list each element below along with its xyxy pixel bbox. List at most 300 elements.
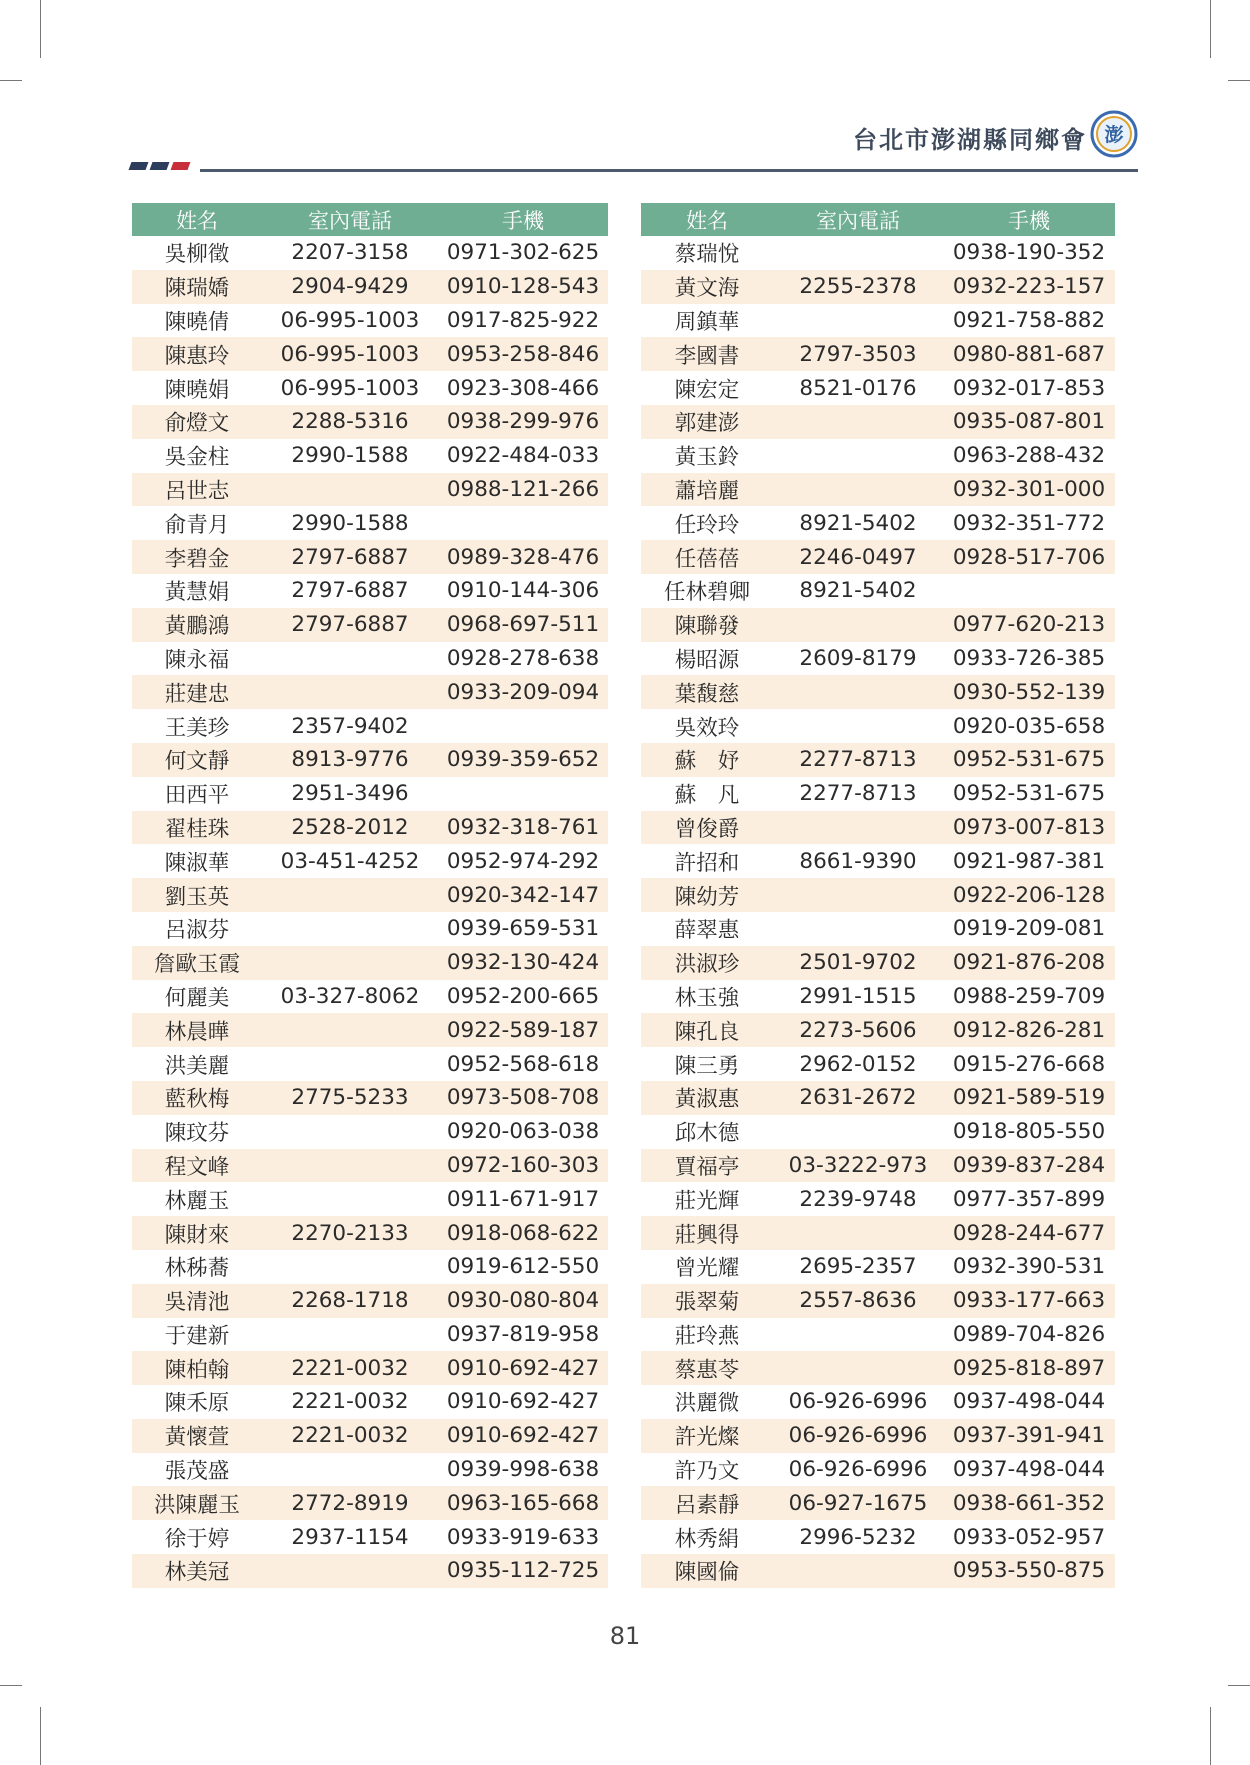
- landline-cell: [262, 1554, 438, 1588]
- mobile-cell: 0939-998-638: [438, 1453, 608, 1487]
- landline-cell: 8921-5402: [773, 574, 943, 608]
- mobile-cell: 0910-692-427: [438, 1385, 608, 1419]
- landline-cell: 2357-9402: [262, 709, 438, 743]
- name-cell: 林秀絹: [641, 1520, 773, 1554]
- table-row: [641, 1013, 1115, 1047]
- table-row: [132, 1149, 608, 1183]
- table-row: [132, 1318, 608, 1352]
- name-cell: 黃慧娟: [132, 574, 262, 608]
- mobile-cell: 0972-160-303: [438, 1149, 608, 1183]
- landline-cell: 2221-0032: [262, 1419, 438, 1453]
- name-cell: 曾光耀: [641, 1250, 773, 1284]
- name-cell: 林玉強: [641, 980, 773, 1014]
- name-cell: 劉玉英: [132, 878, 262, 912]
- table-row: [132, 236, 608, 270]
- table-row: [132, 1520, 608, 1554]
- table-row: [641, 574, 1115, 608]
- landline-cell: 03-3222-973: [773, 1149, 943, 1183]
- landline-cell: [773, 608, 943, 642]
- landline-cell: [773, 304, 943, 338]
- table-row: [641, 946, 1115, 980]
- mobile-cell: 0911-671-917: [438, 1182, 608, 1216]
- mobile-cell: 0923-308-466: [438, 371, 608, 405]
- landline-cell: 06-926-6996: [773, 1453, 943, 1487]
- mobile-cell: 0918-068-622: [438, 1216, 608, 1250]
- crop-mark: [40, 1707, 41, 1765]
- landline-cell: [773, 439, 943, 473]
- table-row: [132, 980, 608, 1014]
- table-row: [641, 811, 1115, 845]
- name-cell: 黃鵬鴻: [132, 608, 262, 642]
- landline-cell: 06-995-1003: [262, 371, 438, 405]
- mobile-cell: [438, 709, 608, 743]
- mobile-cell: 0918-805-550: [943, 1115, 1115, 1149]
- mobile-cell: 0921-758-882: [943, 304, 1115, 338]
- landline-cell: [773, 912, 943, 946]
- name-cell: 邱木德: [641, 1115, 773, 1149]
- table-row: [132, 371, 608, 405]
- landline-cell: [262, 1115, 438, 1149]
- landline-cell: 2268-1718: [262, 1284, 438, 1318]
- name-cell: 吳清池: [132, 1284, 262, 1318]
- name-cell: 李國書: [641, 337, 773, 371]
- mobile-cell: [943, 574, 1115, 608]
- name-cell: 林晨曄: [132, 1013, 262, 1047]
- name-cell: 賈福亭: [641, 1149, 773, 1183]
- mobile-cell: 0922-589-187: [438, 1013, 608, 1047]
- name-cell: 于建新: [132, 1318, 262, 1352]
- landline-cell: 06-926-6996: [773, 1385, 943, 1419]
- column-header-landline: 室內電話: [773, 203, 943, 236]
- landline-cell: 2273-5606: [773, 1013, 943, 1047]
- column-header-landline: 室內電話: [262, 203, 438, 236]
- table-row: [641, 1149, 1115, 1183]
- mobile-cell: 0932-301-000: [943, 473, 1115, 507]
- table-row: [132, 1284, 608, 1318]
- name-cell: 吳柳徵: [132, 236, 262, 270]
- table-row: [641, 540, 1115, 574]
- table-row: [132, 1216, 608, 1250]
- table-row: [132, 540, 608, 574]
- table-row: [132, 709, 608, 743]
- table-row: [132, 642, 608, 676]
- mobile-cell: 0920-035-658: [943, 709, 1115, 743]
- name-cell: 徐于婷: [132, 1520, 262, 1554]
- name-cell: 陳柏翰: [132, 1351, 262, 1385]
- mobile-cell: 0939-359-652: [438, 743, 608, 777]
- landline-cell: 2775-5233: [262, 1081, 438, 1115]
- landline-cell: [773, 878, 943, 912]
- mobile-cell: 0932-223-157: [943, 270, 1115, 304]
- table-row: [132, 1351, 608, 1385]
- mobile-cell: 0977-620-213: [943, 608, 1115, 642]
- mobile-cell: 0938-190-352: [943, 236, 1115, 270]
- name-cell: 蔡惠苓: [641, 1351, 773, 1385]
- name-cell: 張茂盛: [132, 1453, 262, 1487]
- landline-cell: [262, 912, 438, 946]
- name-cell: 薛翠惠: [641, 912, 773, 946]
- table-row: [641, 236, 1115, 270]
- landline-cell: 2255-2378: [773, 270, 943, 304]
- table-row: [641, 675, 1115, 709]
- name-cell: 林秭蕎: [132, 1250, 262, 1284]
- landline-cell: 2937-1154: [262, 1520, 438, 1554]
- table-row: [641, 1081, 1115, 1115]
- landline-cell: 8661-9390: [773, 844, 943, 878]
- mobile-cell: 0928-278-638: [438, 642, 608, 676]
- landline-cell: [262, 1318, 438, 1352]
- name-cell: 黃玉鈴: [641, 439, 773, 473]
- landline-cell: 8913-9776: [262, 743, 438, 777]
- name-cell: 藍秋梅: [132, 1081, 262, 1115]
- name-cell: 田西平: [132, 777, 262, 811]
- landline-cell: 06-926-6996: [773, 1419, 943, 1453]
- name-cell: 任林碧卿: [641, 574, 773, 608]
- mobile-cell: 0989-704-826: [943, 1318, 1115, 1352]
- table-row: [641, 743, 1115, 777]
- table-row: [641, 270, 1115, 304]
- table-row: [641, 1554, 1115, 1588]
- landline-cell: 2996-5232: [773, 1520, 943, 1554]
- mobile-cell: 0937-498-044: [943, 1453, 1115, 1487]
- table-row: [641, 1385, 1115, 1419]
- name-cell: 陳永福: [132, 642, 262, 676]
- mobile-cell: 0963-288-432: [943, 439, 1115, 473]
- name-cell: 莊興得: [641, 1216, 773, 1250]
- table-row: [132, 777, 608, 811]
- landline-cell: 2797-6887: [262, 540, 438, 574]
- landline-cell: [773, 1554, 943, 1588]
- table-row: [641, 878, 1115, 912]
- landline-cell: 2239-9748: [773, 1182, 943, 1216]
- name-cell: 陳禾原: [132, 1385, 262, 1419]
- table-row: [641, 473, 1115, 507]
- name-cell: 蔡瑞悅: [641, 236, 773, 270]
- mobile-cell: 0932-017-853: [943, 371, 1115, 405]
- table-row: [132, 506, 608, 540]
- name-cell: 陳財來: [132, 1216, 262, 1250]
- mobile-cell: 0920-063-038: [438, 1115, 608, 1149]
- mobile-cell: 0920-342-147: [438, 878, 608, 912]
- mobile-cell: 0938-661-352: [943, 1486, 1115, 1520]
- landline-cell: 2904-9429: [262, 270, 438, 304]
- landline-cell: 03-451-4252: [262, 844, 438, 878]
- landline-cell: [262, 1047, 438, 1081]
- name-cell: 翟桂珠: [132, 811, 262, 845]
- name-cell: 李碧金: [132, 540, 262, 574]
- mobile-cell: 0952-531-675: [943, 777, 1115, 811]
- mobile-cell: 0952-200-665: [438, 980, 608, 1014]
- name-cell: 許招和: [641, 844, 773, 878]
- column-header-name: 姓名: [132, 203, 262, 236]
- table-row: [641, 1250, 1115, 1284]
- landline-cell: [262, 1149, 438, 1183]
- mobile-cell: 0921-987-381: [943, 844, 1115, 878]
- landline-cell: 2772-8919: [262, 1486, 438, 1520]
- name-cell: 吳金柱: [132, 439, 262, 473]
- table-row: [641, 980, 1115, 1014]
- table-header-row: [641, 203, 1115, 236]
- landline-cell: [262, 1250, 438, 1284]
- table-row: [132, 473, 608, 507]
- table-row: [132, 337, 608, 371]
- landline-cell: 8521-0176: [773, 371, 943, 405]
- name-cell: 楊昭源: [641, 642, 773, 676]
- landline-cell: [773, 1351, 943, 1385]
- decor-mark-red: [171, 162, 191, 170]
- name-cell: 陳幼芳: [641, 878, 773, 912]
- landline-cell: 2528-2012: [262, 811, 438, 845]
- name-cell: 葉馥慈: [641, 675, 773, 709]
- name-cell: 呂世志: [132, 473, 262, 507]
- mobile-cell: 0989-328-476: [438, 540, 608, 574]
- landline-cell: [773, 1318, 943, 1352]
- landline-cell: 2797-6887: [262, 608, 438, 642]
- landline-cell: 2797-3503: [773, 337, 943, 371]
- landline-cell: 2277-8713: [773, 777, 943, 811]
- mobile-cell: 0928-517-706: [943, 540, 1115, 574]
- mobile-cell: 0928-244-677: [943, 1216, 1115, 1250]
- table-row: [132, 743, 608, 777]
- table-row: [132, 675, 608, 709]
- crop-mark: [0, 80, 22, 81]
- landline-cell: 8921-5402: [773, 506, 943, 540]
- page-number: 81: [609, 1622, 641, 1650]
- table-row: [132, 270, 608, 304]
- logo-glyph: 澎: [1104, 124, 1124, 146]
- mobile-cell: 0933-919-633: [438, 1520, 608, 1554]
- landline-cell: [262, 675, 438, 709]
- table-row: [641, 1486, 1115, 1520]
- table-row: [641, 371, 1115, 405]
- column-header-mobile: 手機: [438, 203, 608, 236]
- mobile-cell: 0952-974-292: [438, 844, 608, 878]
- table-row: [641, 608, 1115, 642]
- name-cell: 洪麗微: [641, 1385, 773, 1419]
- name-cell: 林麗玉: [132, 1182, 262, 1216]
- name-cell: 何文靜: [132, 743, 262, 777]
- name-cell: 黃懷萱: [132, 1419, 262, 1453]
- mobile-cell: 0939-659-531: [438, 912, 608, 946]
- name-cell: 陳國倫: [641, 1554, 773, 1588]
- name-cell: 陳玟芬: [132, 1115, 262, 1149]
- table-row: [641, 1318, 1115, 1352]
- name-cell: 王美珍: [132, 709, 262, 743]
- table-row: [641, 405, 1115, 439]
- table-row: [641, 844, 1115, 878]
- table-row: [132, 1182, 608, 1216]
- name-cell: 陳三勇: [641, 1047, 773, 1081]
- mobile-cell: 0988-121-266: [438, 473, 608, 507]
- mobile-cell: 0980-881-687: [943, 337, 1115, 371]
- mobile-cell: 0921-589-519: [943, 1081, 1115, 1115]
- landline-cell: [262, 1013, 438, 1047]
- mobile-cell: 0937-498-044: [943, 1385, 1115, 1419]
- name-cell: 俞燈文: [132, 405, 262, 439]
- name-cell: 黃淑惠: [641, 1081, 773, 1115]
- mobile-cell: 0925-818-897: [943, 1351, 1115, 1385]
- mobile-cell: 0922-206-128: [943, 878, 1115, 912]
- mobile-cell: 0932-318-761: [438, 811, 608, 845]
- landline-cell: 2695-2357: [773, 1250, 943, 1284]
- crop-mark: [1210, 1707, 1211, 1765]
- landline-cell: [262, 642, 438, 676]
- header-title: 台北市澎湖縣同鄉會: [853, 126, 1087, 154]
- landline-cell: [773, 1115, 943, 1149]
- landline-cell: 06-995-1003: [262, 304, 438, 338]
- landline-cell: 2221-0032: [262, 1351, 438, 1385]
- name-cell: 蘇 凡: [641, 777, 773, 811]
- name-cell: 程文峰: [132, 1149, 262, 1183]
- landline-cell: 2277-8713: [773, 743, 943, 777]
- contact-table-right: [641, 203, 1115, 1588]
- table-row: [641, 1520, 1115, 1554]
- mobile-cell: 0939-837-284: [943, 1149, 1115, 1183]
- landline-cell: [262, 1453, 438, 1487]
- landline-cell: [773, 405, 943, 439]
- landline-cell: [773, 811, 943, 845]
- name-cell: 郭建澎: [641, 405, 773, 439]
- table-header-row: [132, 203, 608, 236]
- mobile-cell: 0910-144-306: [438, 574, 608, 608]
- name-cell: 莊玲燕: [641, 1318, 773, 1352]
- table-row: [132, 811, 608, 845]
- name-cell: 任蓓蓓: [641, 540, 773, 574]
- mobile-cell: 0919-612-550: [438, 1250, 608, 1284]
- landline-cell: 2609-8179: [773, 642, 943, 676]
- landline-cell: 2288-5316: [262, 405, 438, 439]
- name-cell: 陳曉倩: [132, 304, 262, 338]
- landline-cell: 2962-0152: [773, 1047, 943, 1081]
- name-cell: 任玲玲: [641, 506, 773, 540]
- table-row: [132, 1486, 608, 1520]
- name-cell: 吳效玲: [641, 709, 773, 743]
- table-row: [132, 1419, 608, 1453]
- mobile-cell: 0952-568-618: [438, 1047, 608, 1081]
- table-row: [641, 1115, 1115, 1149]
- landline-cell: [773, 1216, 943, 1250]
- landline-cell: 2991-1515: [773, 980, 943, 1014]
- table-row: [641, 439, 1115, 473]
- table-row: [641, 337, 1115, 371]
- mobile-cell: 0935-112-725: [438, 1554, 608, 1588]
- name-cell: 林美冠: [132, 1554, 262, 1588]
- mobile-cell: 0937-391-941: [943, 1419, 1115, 1453]
- landline-cell: 2990-1588: [262, 439, 438, 473]
- name-cell: 詹歐玉霞: [132, 946, 262, 980]
- table-row: [132, 405, 608, 439]
- mobile-cell: 0935-087-801: [943, 405, 1115, 439]
- table-row: [641, 912, 1115, 946]
- table-row: [641, 1453, 1115, 1487]
- name-cell: 曾俊爵: [641, 811, 773, 845]
- crop-mark: [40, 0, 41, 58]
- table-row: [641, 642, 1115, 676]
- mobile-cell: 0938-299-976: [438, 405, 608, 439]
- table-row: [132, 1047, 608, 1081]
- mobile-cell: 0973-508-708: [438, 1081, 608, 1115]
- mobile-cell: 0963-165-668: [438, 1486, 608, 1520]
- name-cell: 莊光輝: [641, 1182, 773, 1216]
- mobile-cell: 0953-550-875: [943, 1554, 1115, 1588]
- mobile-cell: 0921-876-208: [943, 946, 1115, 980]
- landline-cell: 2207-3158: [262, 236, 438, 270]
- table-row: [132, 878, 608, 912]
- table-row: [132, 1250, 608, 1284]
- table-row: [641, 1284, 1115, 1318]
- contact-table-left: [132, 203, 608, 1588]
- name-cell: 張翠菊: [641, 1284, 773, 1318]
- column-header-name: 姓名: [641, 203, 773, 236]
- mobile-cell: 0933-209-094: [438, 675, 608, 709]
- name-cell: 許光燦: [641, 1419, 773, 1453]
- name-cell: 陳淑華: [132, 844, 262, 878]
- mobile-cell: 0971-302-625: [438, 236, 608, 270]
- mobile-cell: 0953-258-846: [438, 337, 608, 371]
- landline-cell: 2557-8636: [773, 1284, 943, 1318]
- name-cell: 陳惠玲: [132, 337, 262, 371]
- landline-cell: [773, 675, 943, 709]
- crop-mark: [1228, 1685, 1250, 1686]
- mobile-cell: 0917-825-922: [438, 304, 608, 338]
- mobile-cell: 0910-692-427: [438, 1351, 608, 1385]
- name-cell: 許乃文: [641, 1453, 773, 1487]
- table-row: [132, 1115, 608, 1149]
- landline-cell: 2631-2672: [773, 1081, 943, 1115]
- mobile-cell: 0932-390-531: [943, 1250, 1115, 1284]
- table-row: [641, 777, 1115, 811]
- header-rule: [200, 169, 1138, 172]
- mobile-cell: 0932-351-772: [943, 506, 1115, 540]
- table-row: [641, 709, 1115, 743]
- name-cell: 陳瑞嬌: [132, 270, 262, 304]
- name-cell: 蕭培麗: [641, 473, 773, 507]
- table-row: [641, 304, 1115, 338]
- table-row: [132, 1081, 608, 1115]
- table-row: [132, 844, 608, 878]
- decor-mark-navy: [150, 162, 170, 170]
- mobile-cell: 0932-130-424: [438, 946, 608, 980]
- mobile-cell: 0933-052-957: [943, 1520, 1115, 1554]
- table-row: [132, 1554, 608, 1588]
- mobile-cell: 0910-128-543: [438, 270, 608, 304]
- column-header-mobile: 手機: [943, 203, 1115, 236]
- name-cell: 陳宏定: [641, 371, 773, 405]
- mobile-cell: 0933-177-663: [943, 1284, 1115, 1318]
- crop-mark: [1228, 80, 1250, 81]
- mobile-cell: [438, 506, 608, 540]
- landline-cell: 2990-1588: [262, 506, 438, 540]
- name-cell: 洪陳麗玉: [132, 1486, 262, 1520]
- mobile-cell: 0910-692-427: [438, 1419, 608, 1453]
- landline-cell: [262, 946, 438, 980]
- landline-cell: [773, 473, 943, 507]
- crop-mark: [0, 1685, 22, 1686]
- mobile-cell: 0952-531-675: [943, 743, 1115, 777]
- table-row: [132, 1385, 608, 1419]
- mobile-cell: 0930-552-139: [943, 675, 1115, 709]
- landline-cell: [262, 473, 438, 507]
- name-cell: 俞青月: [132, 506, 262, 540]
- name-cell: 呂淑芬: [132, 912, 262, 946]
- name-cell: 陳孔良: [641, 1013, 773, 1047]
- table-row: [132, 304, 608, 338]
- mobile-cell: 0973-007-813: [943, 811, 1115, 845]
- landline-cell: 06-927-1675: [773, 1486, 943, 1520]
- name-cell: 呂素靜: [641, 1486, 773, 1520]
- crop-mark: [1210, 0, 1211, 58]
- table-row: [641, 1047, 1115, 1081]
